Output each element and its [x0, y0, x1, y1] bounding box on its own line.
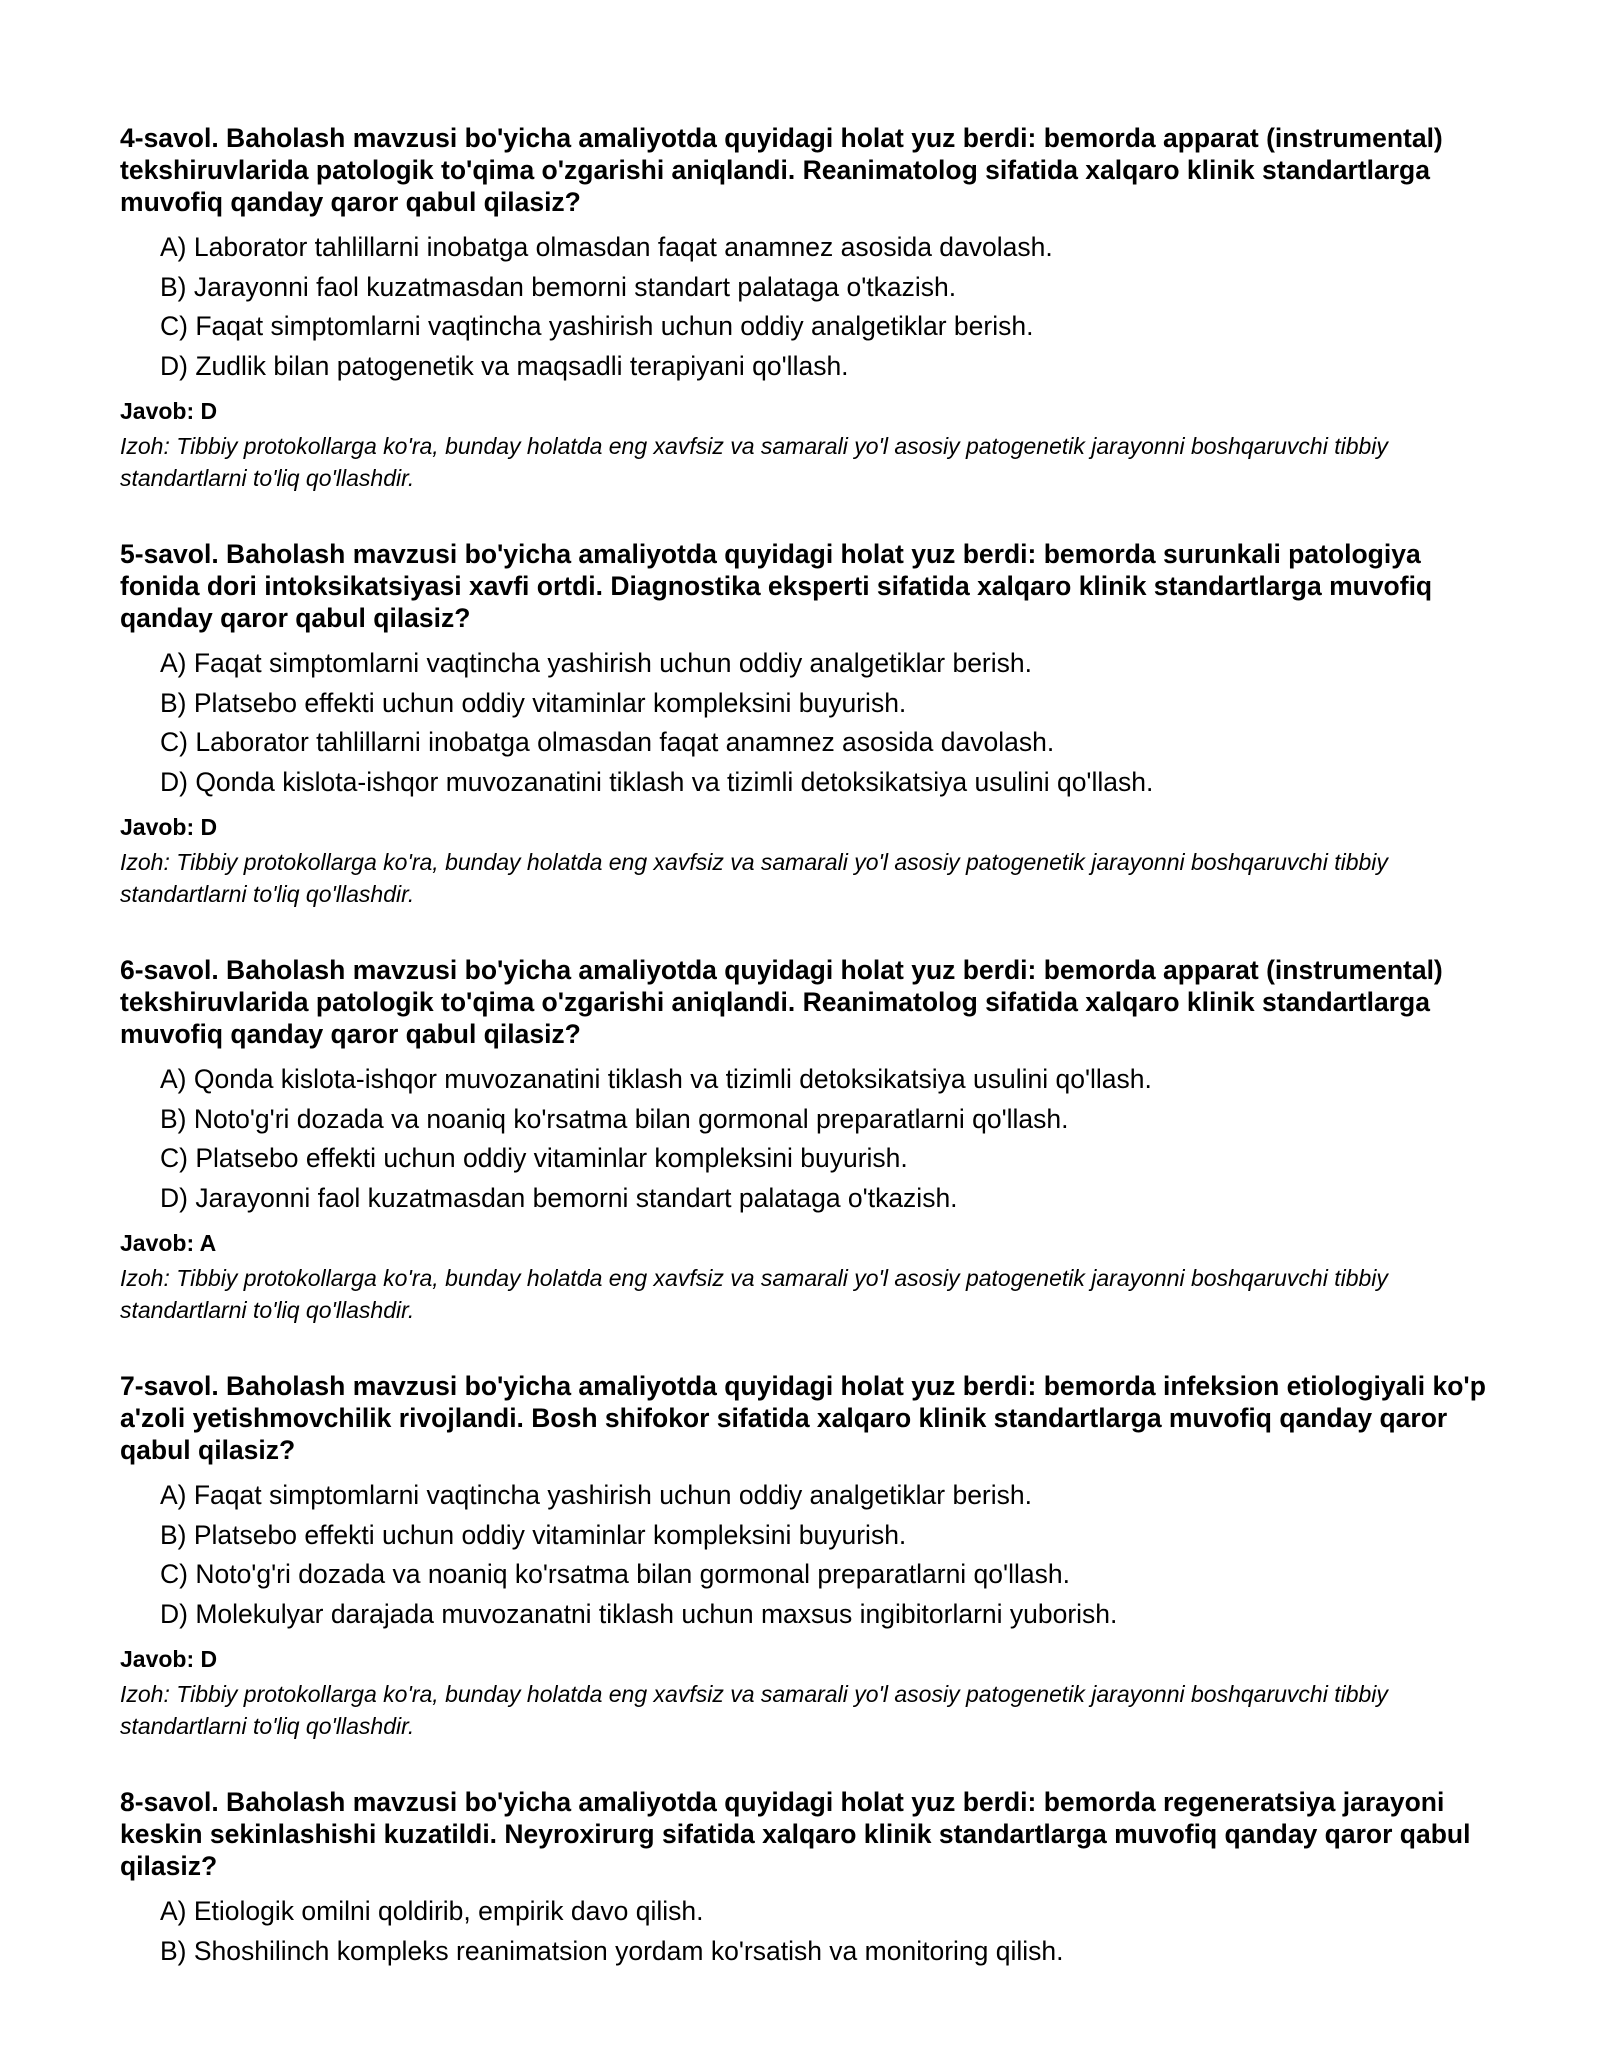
answer-options — [120, 1060, 1490, 1218]
explanation-note: Izoh: Tibbiy protokollarga ko'ra, bunday holatda eng xavfsiz va samarali yo'l asosiy patogenetik jarayonni boshqaruvchi tibbiy standartlarni to'liq qo'llashdir. — [120, 1681, 1388, 1739]
option-c: C) Laborator tahlillarni inobatga olmasdan faqat anamnez asosida davolash. — [160, 727, 1055, 757]
answer-key: Javob: A — [120, 1230, 217, 1256]
option-a: A) Laborator tahlillarni inobatga olmasdan faqat anamnez asosida davolash. — [160, 232, 1053, 262]
question-title: 4-savol. Baholash mavzusi bo'yicha amaliyotda quyidagi holat yuz berdi: bemorda apparat (instrumental) tekshiruvlarida patologik to'qima o'zgarishi aniqlandi. Reanimatolog sifatida xalqaro klinik standartlarga muvofiq qanday qaror qabul qilasiz? — [120, 123, 1443, 217]
option-b: B) Platsebo effekti uchun oddiy vitaminlar kompleksini buyurish. — [160, 687, 907, 718]
answer-key: Javob: D — [120, 1646, 218, 1672]
answer-key: Javob: D — [120, 814, 218, 840]
option-a: A) Qonda kislota-ishqor muvozanatini tiklash va tizimli detoksikatsiya usulini qo'llash. — [160, 1064, 1152, 1094]
option-d: D) Zudlik bilan patogenetik va maqsadli terapiyani qo'llash. — [160, 350, 849, 381]
option-a: A) Faqat simptomlarni vaqtincha yashirish uchun oddiy analgetiklar berish. — [160, 1480, 1032, 1510]
question-block — [120, 954, 1490, 1326]
question-title: 5-savol. Baholash mavzusi bo'yicha amaliyotda quyidagi holat yuz berdi: bemorda surunkali patologiya fonida dori intoksikatsiyasi xavfi ortdi. Diagnostika eksperti sifatida xalqaro klinik standartlarga muvofiq qanday qaror qabul qilasiz? — [120, 539, 1433, 633]
question-block — [120, 1370, 1490, 1742]
option-d: D) Qonda kislota-ishqor muvozanatini tiklash va tizimli detoksikatsiya usulini qo'llash. — [160, 766, 1154, 797]
question-block — [120, 538, 1490, 910]
option-b: B) Shoshilinch kompleks reanimatsion yordam ko'rsatish va monitoring qilish. — [160, 1935, 1064, 1966]
option-b: B) Platsebo effekti uchun oddiy vitaminlar kompleksini buyurish. — [160, 1519, 907, 1550]
option-a: A) Etiologik omilni qoldirib, empirik davo qilish. — [160, 1896, 704, 1926]
option-c: C) Platsebo effekti uchun oddiy vitaminlar kompleksini buyurish. — [160, 1143, 908, 1173]
document-page — [120, 122, 1490, 2015]
option-a: A) Faqat simptomlarni vaqtincha yashirish uchun oddiy analgetiklar berish. — [160, 648, 1032, 678]
answer-options — [120, 1476, 1490, 1634]
option-b: B) Jarayonni faol kuzatmasdan bemorni standart palataga o'tkazish. — [160, 271, 957, 302]
answer-options — [120, 644, 1490, 802]
question-block — [120, 122, 1490, 494]
explanation-note: Izoh: Tibbiy protokollarga ko'ra, bunday holatda eng xavfsiz va samarali yo'l asosiy patogenetik jarayonni boshqaruvchi tibbiy standartlarni to'liq qo'llashdir. — [120, 849, 1388, 907]
option-c: C) Noto'g'ri dozada va noaniq ko'rsatma bilan gormonal preparatlarni qo'llash. — [160, 1559, 1070, 1589]
option-d: D) Molekulyar darajada muvozanatni tiklash uchun maxsus ingibitorlarni yuborish. — [160, 1598, 1118, 1629]
question-block — [120, 1786, 1490, 1971]
answer-key: Javob: D — [120, 398, 218, 424]
answer-options — [120, 1892, 1490, 1971]
answer-options — [120, 228, 1490, 386]
question-title: 8-savol. Baholash mavzusi bo'yicha amaliyotda quyidagi holat yuz berdi: bemorda regeneratsiya jarayoni keskin sekinlashishi kuzatildi. Neyroxirurg sifatida xalqaro klinik standartlarga muvofiq qanday qaror qabul qilasiz? — [120, 1787, 1471, 1881]
explanation-note: Izoh: Tibbiy protokollarga ko'ra, bunday holatda eng xavfsiz va samarali yo'l asosiy patogenetik jarayonni boshqaruvchi tibbiy standartlarni to'liq qo'llashdir. — [120, 1265, 1388, 1323]
question-title: 6-savol. Baholash mavzusi bo'yicha amaliyotda quyidagi holat yuz berdi: bemorda apparat (instrumental) tekshiruvlarida patologik to'qima o'zgarishi aniqlandi. Reanimatolog sifatida xalqaro klinik standartlarga muvofiq qanday qaror qabul qilasiz? — [120, 955, 1443, 1049]
explanation-note: Izoh: Tibbiy protokollarga ko'ra, bunday holatda eng xavfsiz va samarali yo'l asosiy patogenetik jarayonni boshqaruvchi tibbiy standartlarni to'liq qo'llashdir. — [120, 433, 1388, 491]
option-d: D) Jarayonni faol kuzatmasdan bemorni standart palataga o'tkazish. — [160, 1182, 958, 1213]
option-b: B) Noto'g'ri dozada va noaniq ko'rsatma bilan gormonal preparatlarni qo'llash. — [160, 1103, 1069, 1134]
question-title: 7-savol. Baholash mavzusi bo'yicha amaliyotda quyidagi holat yuz berdi: bemorda infeksion etiologiyali ko'p a'zoli yetishmovchilik rivojlandi. Bosh shifokor sifatida xalqaro klinik standartlarga muvofiq qanday qaror qabul qilasiz? — [120, 1371, 1486, 1465]
option-c: C) Faqat simptomlarni vaqtincha yashirish uchun oddiy analgetiklar berish. — [160, 311, 1034, 341]
